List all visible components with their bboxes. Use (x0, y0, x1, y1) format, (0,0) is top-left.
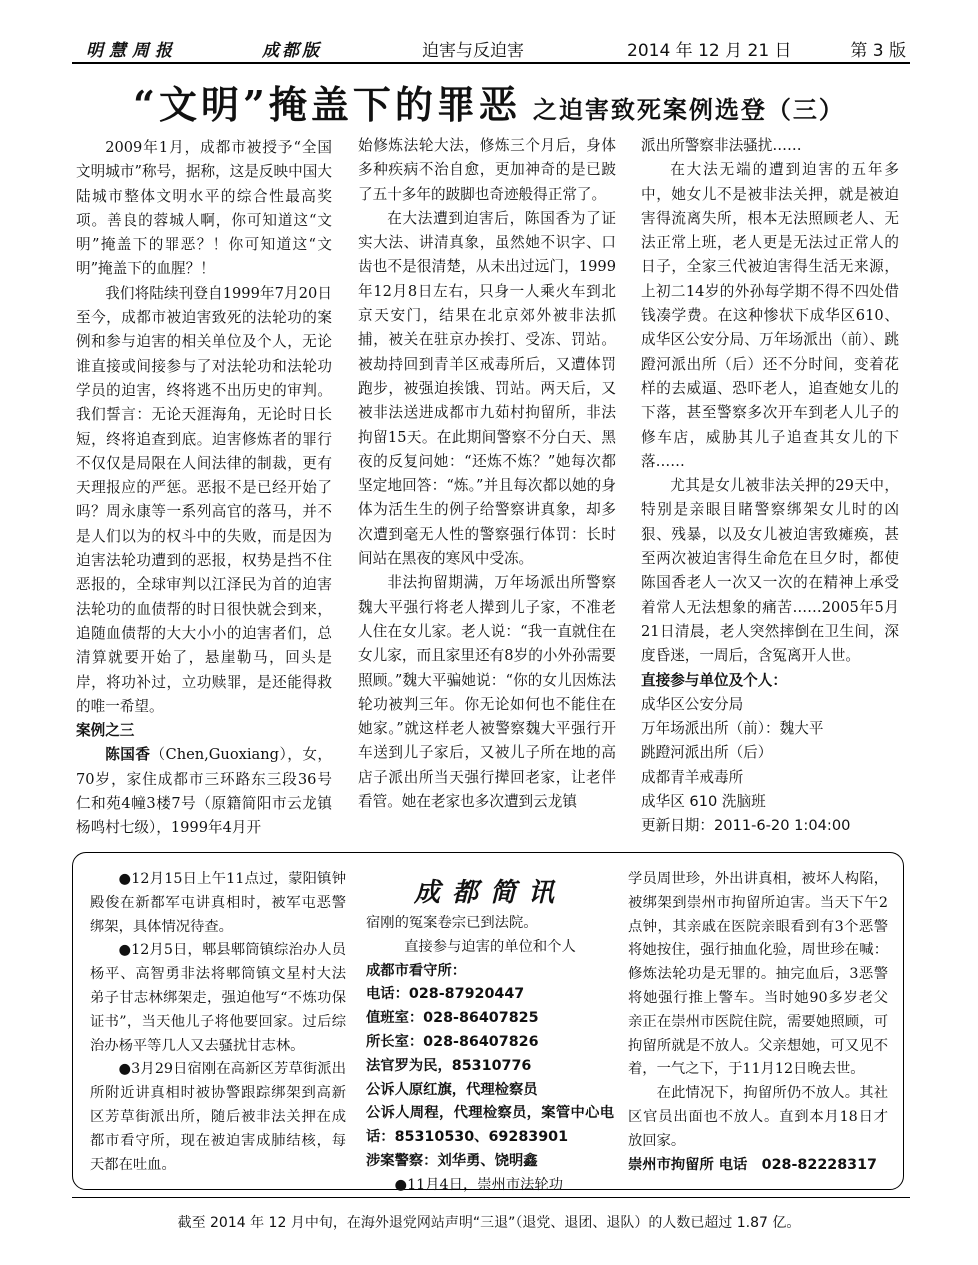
brief-contact-line: 公诉人原红旗，代理检察员 (366, 1081, 538, 1098)
unit-item: 万年场派出所（前）：魏大平 (641, 720, 824, 738)
brief-contact-line: 所长室：028-86407826 (366, 1033, 539, 1050)
unit-item: 成华区公安分局 (641, 695, 744, 713)
top-rule (72, 62, 910, 64)
masthead (72, 36, 910, 62)
case-heading: 案例之三 (76, 722, 135, 740)
article-paragraph: 我们将陆续刊登自1999年7月20日至今，成都市被迫害致死的法轮功的案例和参与迫害的相关单位及个人，无论谁直接或间接参与了对法轮功和法轮功学员的迫害，终将逃不出历史的审判。我们誓言：无论天涯海角，无论时日长短，终将追查到底。迫害修炼者的罪行不仅仅是局限在人间法律的制裁，更有天理报应的严惩。恶报不是已经开始了吗？周永康等一系列高官的落马，并不是人们以为的权斗中的失败，而是因为迫害法轮功遭到的恶报，权势是挡不住恶报的，全球审判以江泽民为首的迫害法轮功的血债帮的时日很快就会到来，追随血债帮的大大小小的迫害者们，总清算就要开始了，悬崖勒马，回头是岸，将功补过，立功赎罪，是还能得救的唯一希望。 (76, 284, 332, 715)
units-heading: 直接参与单位及个人： (641, 671, 787, 689)
article-paragraph: 非法拘留期满，万年场派出所警察魏大平强行将老人撵到儿子家，不准老人住在女儿家。老人说：“我一直就住在女儿家，而且家里还有8岁的小外孙需要照顾。”魏大平骗她说：“你的女儿因炼法轮功被判三年。你无论如何也不能住在她家。”就这样老人被警察魏大平强行开车送到儿子家后，又被儿子所在地的高店子派出所当天强行撵回老家，让老伴看管。她在老家也多次遭到云龙镇 (358, 574, 616, 811)
section-label: 迫害与反迫害 (422, 41, 524, 61)
brief-item: ●12月15日上午11点过，蒙阳镇钟殿俊在新都军屯讲真相时，被军屯恶警绑架，具体情况待查。 (90, 871, 346, 935)
article-paragraph: 2009年1月，成都市被授予“全国文明城市”称号，据称，这是反映中国大陆城市整体文明水平的综合性最高奖项。善良的蓉城人啊，你可知道这“文明”掩盖下的罪恶？！你可知道这“文明”掩盖下的血腥？！ (76, 139, 332, 278)
article-paragraph: 在大法遭到迫害后，陈国香为了证实大法、讲清真象，虽然她不识字、口齿也不是很清楚，从未出过远门，1999年12月8日左右，只身一人乘火车到北京天安门，结果在北京郊外被非法抓捕，被关在驻京办挨打、受冻、罚站。被劫持回到青羊区戒毒所后，又遭体罚跑步，被强迫挨饿、罚站。两天后，又被非法送进成都市九茹村拘留所，非法拘留15天。在此期间警察不分白天、黑夜的反复问她：“还炼不炼？”她每次都坚定地回答：“炼。”并且每次都以她的身体为活生生的例子给警察讲真象，却多次遭到毫无人性的警察强行体罚：长时间站在黑夜的寒风中受冻。 (358, 209, 616, 568)
brief-item: ●3月29日宿刚在高新区芳草街派出所附近讲真相时被协警跟踪绑架到高新区芳草街派出所，随后被非法关押在成都市看守所，现在被迫害成肺结核，每天都在吐血。 (90, 1061, 346, 1173)
paper-name: 明慧周报 (86, 41, 178, 61)
update-date: 更新日期：2011-6-20 1:04:00 (641, 817, 851, 835)
footer-note: 截至 2014 年 12 月中旬，在海外退党网站声明“三退”（退党、退团、退队）的人数已超过 1.87 亿。 (177, 1215, 801, 1231)
unit-item: 成华区 610 洗脑班 (641, 793, 766, 811)
bottom-rule (72, 1197, 910, 1198)
brief-contact-line: 法官罗为民，85310776 (366, 1057, 532, 1074)
brief-contact-line: 崇州市拘留所 电话 028-82228317 (628, 1156, 878, 1173)
article-paragraph: 在大法无端的遭到迫害的五年多中，她女儿不是被非法关押，就是被迫害得流离失所，根本无法照顾老人、无法正常上班，老人更是无法过正常人的日子，全家三代被迫害得生活无来源，上初二14岁的外孙每学期不得不四处借钱凑学费。在这种惨状下成华区610、成华区公安分局、万年场派出（前）、跳蹬河派出所（后）还不分时间，变着花样的去威逼、恐吓老人，追查她女儿的下落，甚至警察多次开车到老人儿子的修车店，威胁其儿子追查其女儿的下落…… (641, 161, 899, 470)
briefs-column-1 (90, 868, 346, 1177)
brief-contact-line: 电话：028-87920447 (366, 986, 525, 1003)
edition-label: 成都版 (262, 41, 322, 61)
issue-date: 2014 年 12 月 21 日 (627, 41, 792, 61)
briefs-column-2 (366, 912, 614, 1198)
headline-main: “文明”掩盖下的罪恶 (133, 82, 521, 127)
case-intro-text: （Chen,Guoxiang），女，70岁，家住成都市三环路东三段36号仁和苑4幢3楼7号（原籍简阳市云龙镇杨鸣村七级），1999年4月开 (76, 746, 332, 837)
brief-contact-line: 公诉人周程，代理检察员，案管中心电话：85310530、69283901 (366, 1105, 614, 1146)
brief-item: ●11月4日，崇州市法轮功 (394, 1176, 564, 1193)
article-paragraph: 派出所警察非法骚扰…… (641, 137, 802, 154)
brief-item: 在此情况下，拘留所仍不放人。其社区官员出面也不放人。直到本月18日才放回家。 (628, 1085, 888, 1149)
article-paragraph: 始修炼法轮大法，修炼三个月后，身体多种疾病不治自愈，更加神奇的是已跛了五十多年的跛脚也奇迹般得正常了。 (358, 137, 616, 203)
article-column-1 (76, 136, 332, 841)
briefs-title: 成都简讯 (413, 878, 566, 908)
unit-item: 跳蹬河派出所（后） (641, 744, 773, 762)
article-column-2 (358, 134, 616, 814)
case-intro (76, 743, 332, 840)
headline-sub: 之迫害致死案例选登（三） (532, 95, 845, 124)
article-column-3 (641, 134, 899, 839)
article-paragraph: 尤其是女儿被非法关押的29天中，特别是亲眼目睹警察绑架女儿时的凶狠、残暴，以及女儿被迫害致瘫痪，甚至两次被迫害得生命危在旦夕时，都使陈国香老人一次又一次的在精神上承受着常人无法想象的痛苦……2005年5月21日清晨，老人突然摔倒在卫生间，深度昏迷，一周后，含冤离开人世。 (641, 477, 899, 665)
page-number: 第 3 版 (850, 41, 906, 61)
brief-item: 学员周世珍，外出讲真相，被坏人构陷，被绑架到崇州市拘留所迫害。当天下午2点钟，其亲戚在医院亲眼看到有3个恶警将她按住，强行抽血化验，周世珍在喊：修炼法轮功是无罪的。抽完血后，3恶警将她强行推上警车。当时她90多岁老父亲正在崇州市医院住院，需要她照顾，可拘留所就是不放人。父亲想她，可又见不着，一气之下，于11月12日晚去世。 (628, 871, 888, 1078)
case-name: 陈国香 (105, 746, 151, 764)
headline (0, 74, 978, 129)
brief-item: ●12月5日，郫县郫筒镇综治办人员杨平、高智勇非法将郫筒镇文星村大法弟子甘志林绑架走，强迫他写“不炼功保证书”，当天他儿子将他要回家。过后综治办杨平等几人又去骚扰甘志林。 (90, 942, 346, 1054)
unit-item: 成都青羊戒毒所 (641, 768, 744, 786)
brief-contact-line: 涉案警察：刘华勇、饶明鑫 (366, 1152, 538, 1169)
briefs-column-3 (628, 868, 888, 1177)
brief-subheading: 直接参与迫害的单位和个人 (404, 938, 576, 955)
brief-contact-line: 值班室：028-86407825 (366, 1010, 539, 1027)
brief-lead: 宿刚的冤案卷宗已到法院。 (366, 915, 538, 931)
brief-org: 成都市看守所： (366, 962, 467, 979)
